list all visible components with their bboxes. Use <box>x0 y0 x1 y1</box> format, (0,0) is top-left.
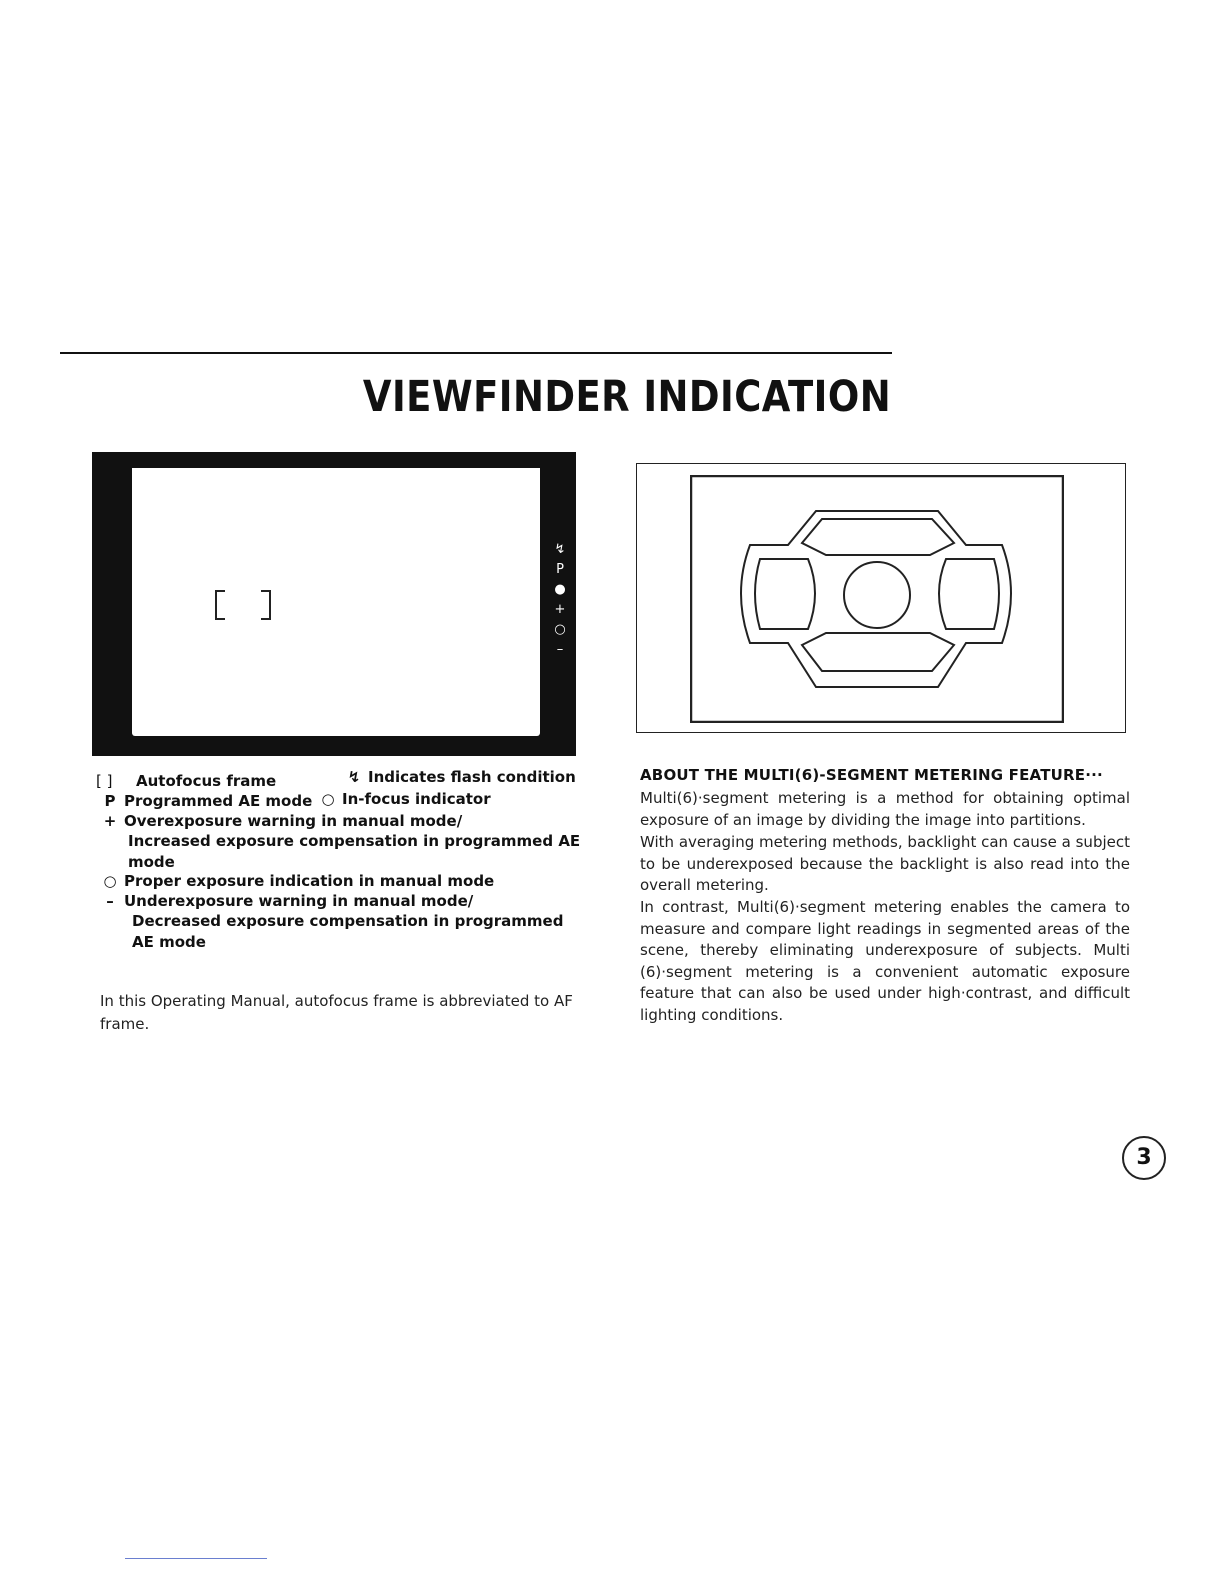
proper-circle-symbol: ○ <box>103 872 117 890</box>
legend-proper-label: Proper exposure indication in manual mode <box>124 872 495 890</box>
viewfinder-screen <box>132 468 540 736</box>
legend-row-focus <box>314 790 491 808</box>
legend-row-autofocus <box>96 772 276 790</box>
legend-underexposure-label: Underexposure warning in manual mode/ <box>124 892 474 910</box>
legend-overexposure-label: Overexposure warning in manual mode/ <box>124 812 463 830</box>
in-focus-dot-icon: ● <box>554 582 566 597</box>
legend-row-program <box>96 792 312 810</box>
center-segment <box>844 562 910 628</box>
viewfinder-indicator-column <box>550 540 570 660</box>
metering-inner-frame <box>691 476 1063 722</box>
metering-segments-diagram <box>690 475 1064 723</box>
af-bracket-right <box>261 590 271 620</box>
right-segment <box>939 559 999 629</box>
proper-exposure-indicator: ○ <box>554 622 566 637</box>
af-frame-brackets <box>215 590 271 618</box>
left-segment <box>755 559 815 629</box>
flash-icon: ↯ <box>347 768 361 786</box>
program-indicator: P <box>556 562 564 577</box>
page-number: 3 <box>1122 1136 1166 1180</box>
bottom-segment <box>802 633 954 671</box>
in-focus-circle-icon: ○ <box>321 790 335 808</box>
about-paragraph-3: In contrast, Multi(6)·segment metering enables the camera to measure and compare light readings in segmented areas of the scene, thereby eliminating underexposure of subjects. Multi (6)·segment metering is a convenient automatic exposure feature that can also be used under high·contrast, and difficult lighting conditions. <box>640 898 1130 1024</box>
legend-flash-label: Indicates flash condition <box>368 768 576 786</box>
af-frame-symbol: [ ] <box>96 772 113 790</box>
flash-indicator-icon: ↯ <box>554 542 566 557</box>
legend-focus-label: In-focus indicator <box>342 790 491 808</box>
top-rule <box>60 352 892 354</box>
outer-segment-outline <box>741 511 1011 687</box>
about-paragraph-2: With averaging metering methods, backlight can cause a subject to be underexposed because the backlight is also read into the overall metering. <box>640 833 1130 894</box>
legend-program-label: Programmed AE mode <box>124 792 313 810</box>
overexposure-indicator: + <box>554 602 566 617</box>
legend-row-underexposure-3: AE mode <box>132 933 206 951</box>
legend-row-underexposure-2: Decreased exposure compensation in programmed <box>132 912 564 930</box>
underexposure-indicator: – <box>556 642 564 657</box>
legend-autofocus-label: Autofocus frame <box>136 772 277 790</box>
minus-symbol: – <box>106 892 114 910</box>
af-bracket-left <box>215 590 225 620</box>
viewfinder-illustration <box>92 452 576 756</box>
legend-row-underexposure <box>96 892 473 910</box>
legend-row-flash <box>340 768 576 786</box>
bottom-rule <box>125 1558 267 1559</box>
top-segment <box>802 519 954 555</box>
af-frame-note: In this Operating Manual, autofocus frame is abbreviated to AF frame. <box>100 992 573 1033</box>
plus-symbol: + <box>103 812 117 830</box>
about-paragraph-1: Multi(6)·segment metering is a method for obtaining optimal exposure of an image by dividing the image into partitions. <box>640 789 1130 829</box>
legend-row-proper <box>96 872 494 890</box>
legend-row-overexposure-3: mode <box>128 853 175 871</box>
about-heading: ABOUT THE MULTI(6)-SEGMENT METERING FEATURE··· <box>640 766 1103 784</box>
legend-row-overexposure-2: Increased exposure compensation in programmed AE <box>128 832 581 850</box>
legend-row-overexposure <box>96 812 462 830</box>
program-symbol: P <box>104 792 116 810</box>
page-title: VIEWFINDER INDICATION <box>362 372 892 422</box>
